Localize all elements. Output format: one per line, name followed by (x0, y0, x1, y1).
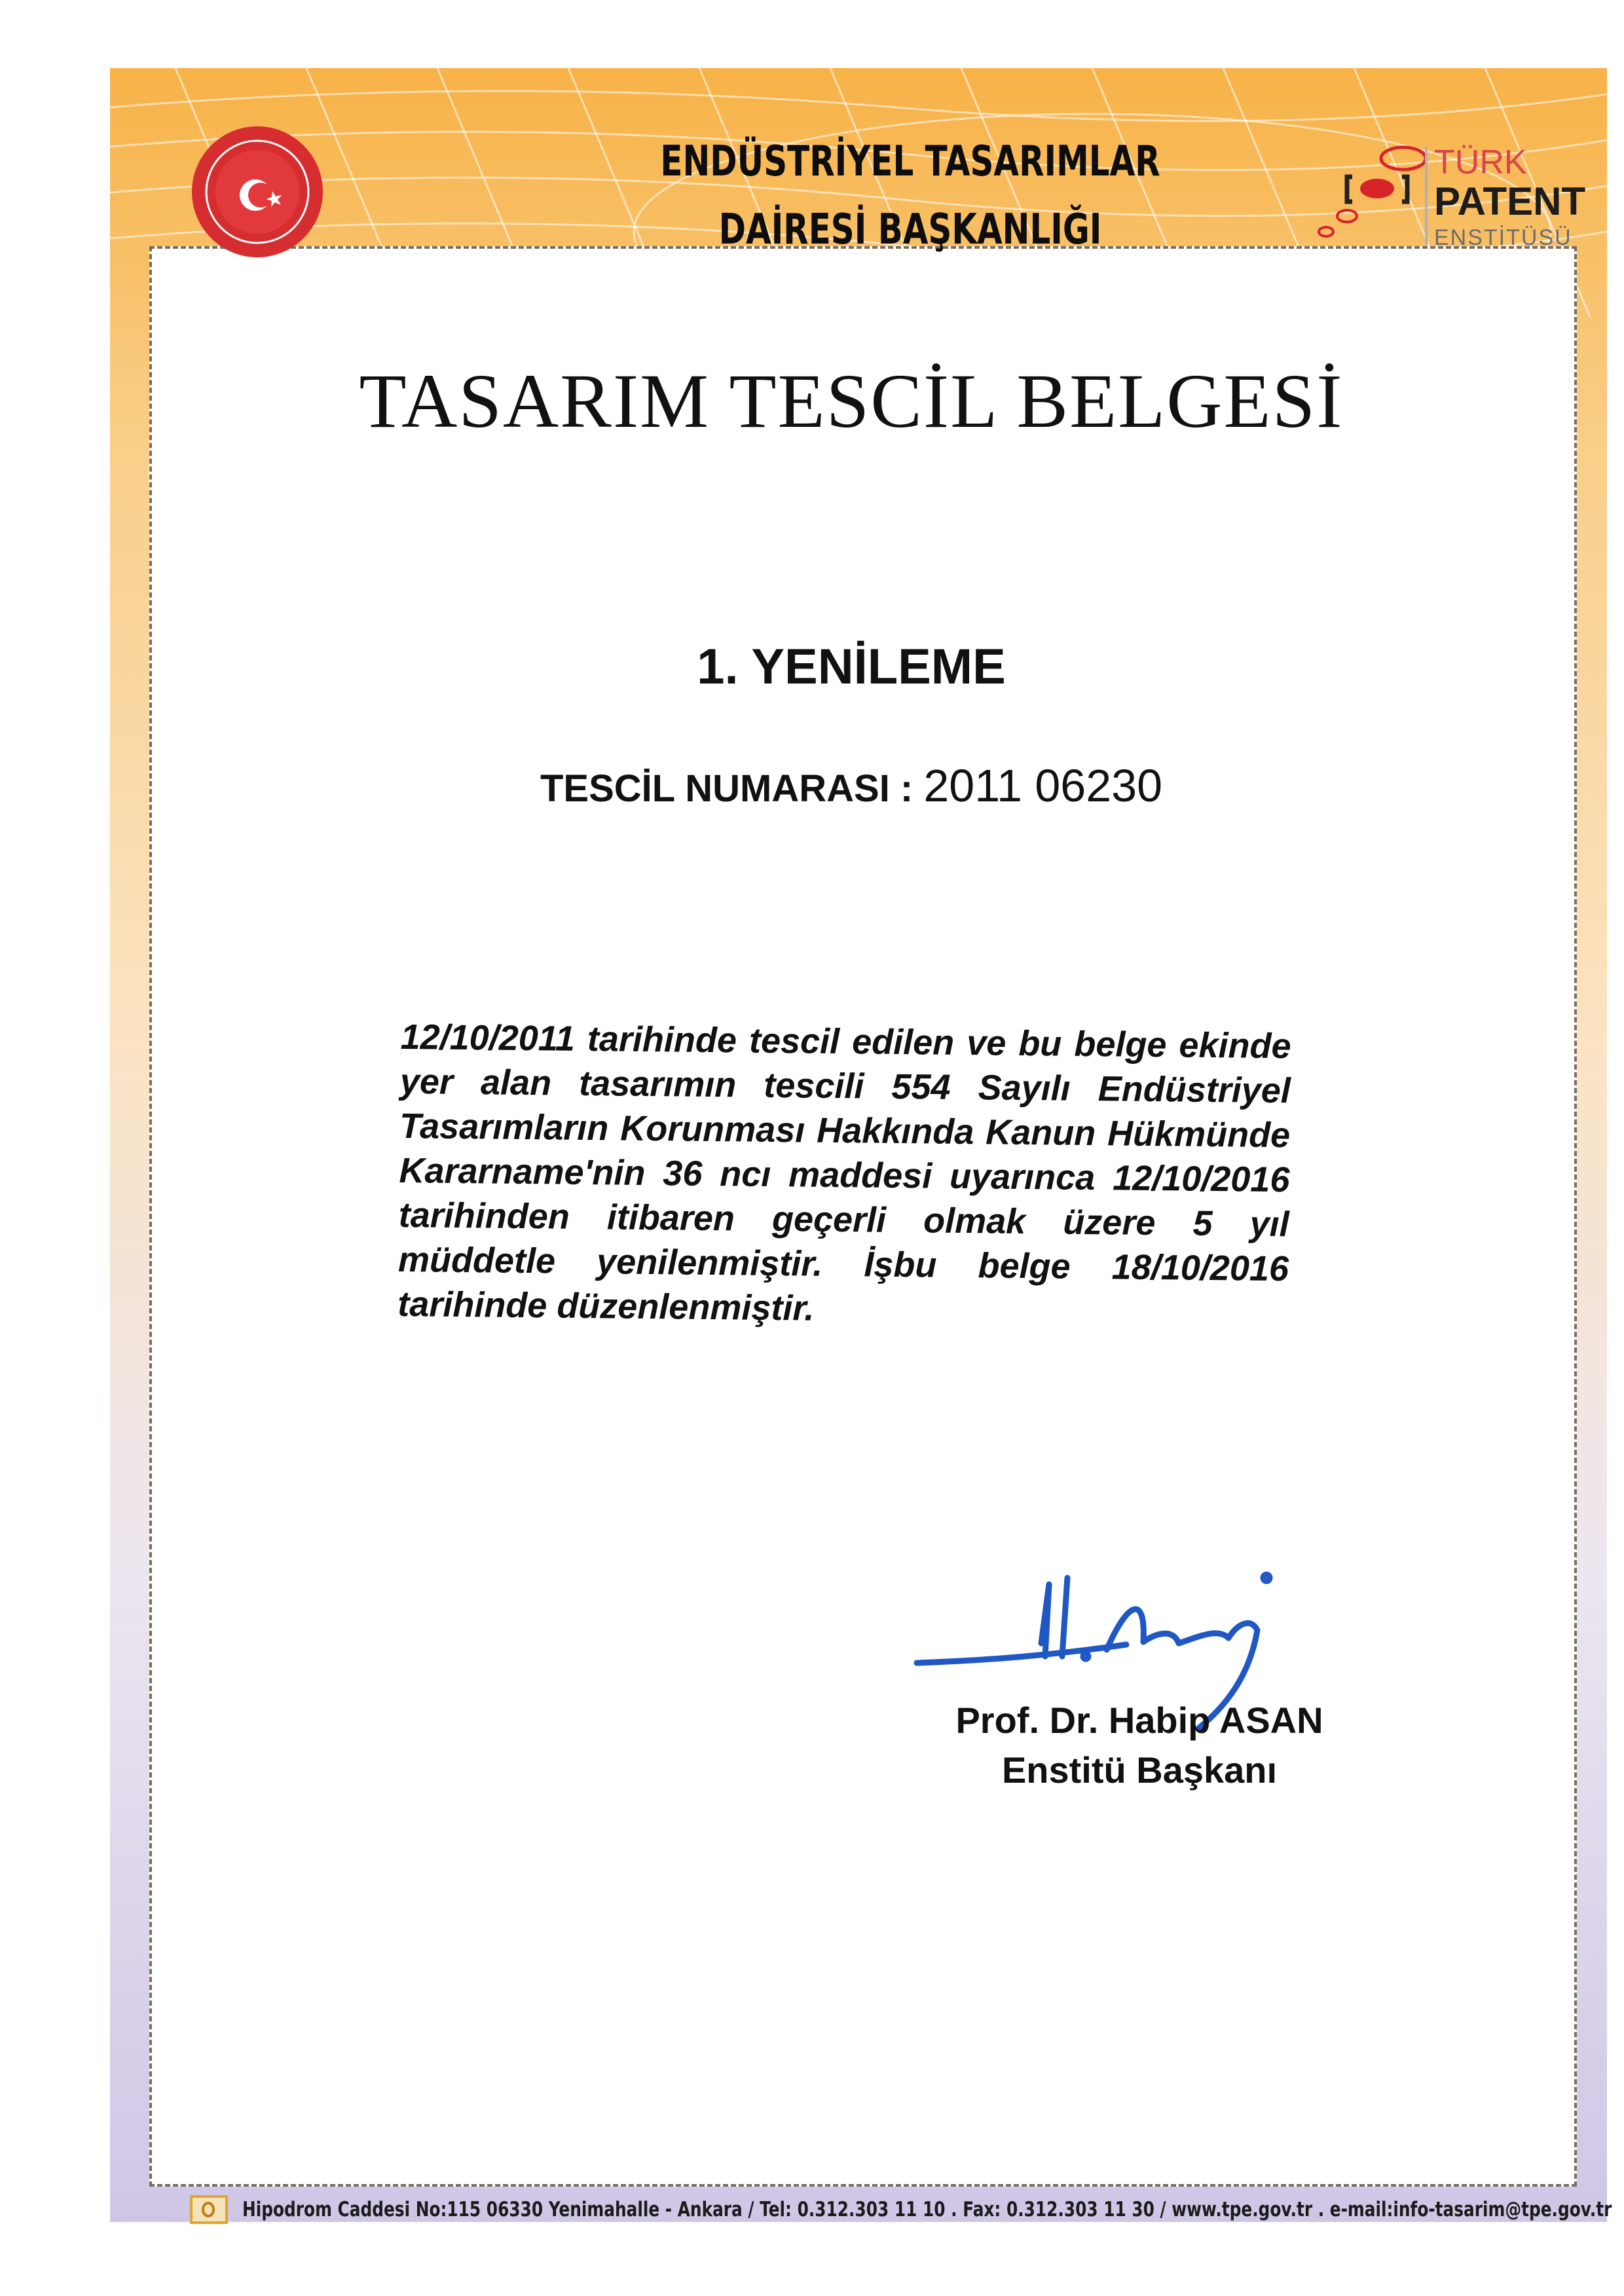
footer-contact-bar (190, 2190, 1612, 2229)
brand-line-2: PATENT (1434, 179, 1586, 223)
footer-logo-icon (190, 2195, 228, 2224)
registration-number-line (327, 759, 1375, 812)
department-line-2: DAİRESİ BAŞKANLIĞI (718, 206, 1102, 254)
registration-number: 2011 06230 (923, 760, 1163, 811)
footer-contact-text: Hipodrom Caddesi No:115 06330 Yenimahalle - Ankara / Tel: 0.312.303 11 10 . Fax: 0.312.303 11 30 / www.tpe.gov.tr . e-mail:info-tasarim@tpe.gov.tr (242, 2198, 1612, 2221)
signatory-block (904, 1696, 1375, 1795)
signatory-name: Prof. Dr. Habip ASAN (955, 1700, 1323, 1741)
brand-line-1: TÜRK (1434, 143, 1527, 181)
department-line-1: ENDÜSTRİYEL TASARIMLAR (660, 137, 1160, 186)
renewal-statement: 12/10/2011 tarihinde tescil edilen ve bu belge ekinde yer alan tasarımın tescili 554 Sayılı Endüstriyel Tasarımların Korunması Hakkında Kanun Hükmünde Kararname'nin 36 ncı maddesi uyarınca 12/10/2016 tarihinden itibaren geçerli olmak üzere 5 yıl müddetle yenilenmiştir. İşbu belge 18/10/2016 tarihinde düzenlenmiştir. (397, 1017, 1291, 1328)
turk-patent-wordmark (1434, 145, 1591, 249)
logo-divider (1425, 147, 1428, 245)
department-title (660, 128, 1160, 264)
document-title: TASARIM TESCİL BELGESİ (359, 358, 1344, 444)
turk-patent-seal-icon (189, 123, 326, 261)
signatory-position: Enstitü Başkanı (1001, 1749, 1278, 1791)
brand-line-3: ENSTİTÜSÜ (1434, 225, 1572, 250)
renewal-heading: 1. YENİLEME (697, 639, 1006, 695)
turk-patent-logo-icon (1306, 144, 1431, 249)
registration-label: TESCİL NUMARASI : (540, 767, 924, 810)
